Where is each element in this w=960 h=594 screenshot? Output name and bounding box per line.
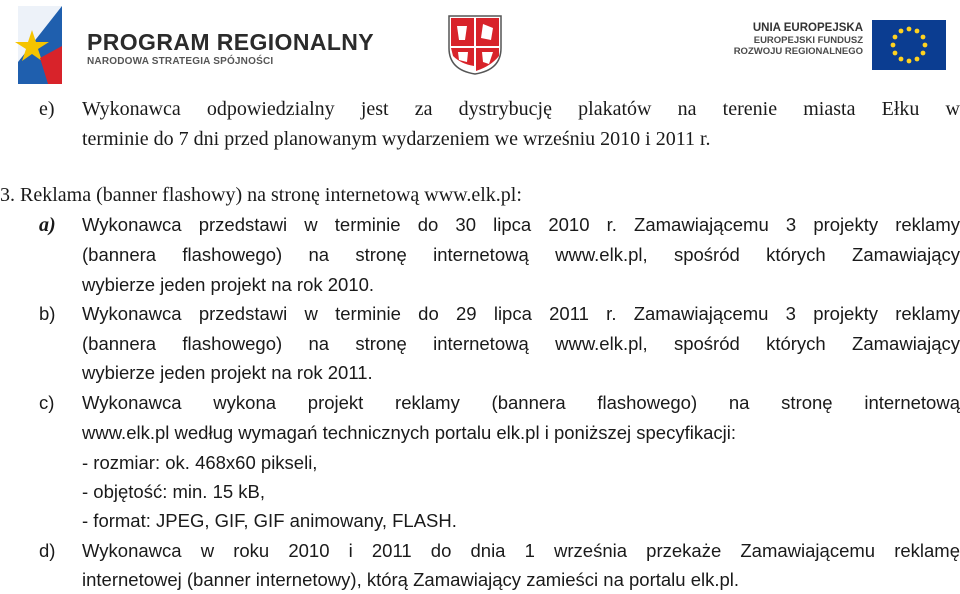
item-c-text-line2: www.elk.pl według wymagań technicznych portalu elk.pl i poniższej specyfikacji: <box>82 422 736 443</box>
item-a-line1 <box>39 212 960 238</box>
eu-fund-name-line1: EUROPEJSKI FUNDUSZ <box>753 35 863 46</box>
eu-union-label: UNIA EUROPEJSKA <box>752 22 863 34</box>
page-header <box>0 0 960 92</box>
spec-size: - rozmiar: ok. 468x60 pikseli, <box>82 452 318 473</box>
section-3-heading: 3. Reklama (banner flashowy) na stronę internetową www.elk.pl: <box>0 184 522 206</box>
item-b-marker: b) <box>39 303 56 324</box>
item-d-marker: d) <box>39 540 56 561</box>
item-e-marker: e) <box>39 98 55 120</box>
item-b-text-line3: wybierze jeden projekt na rok 2011. <box>82 362 373 383</box>
regional-coat-of-arms-icon <box>447 14 503 76</box>
eu-flag-icon <box>872 20 946 70</box>
item-c-marker: c) <box>39 392 55 413</box>
program-regionalny-wordmark <box>87 30 374 67</box>
item-d-text-line2: internetowej (banner internetowy), którą Zamawiający zamieści na portalu elk.pl. <box>82 569 740 590</box>
item-e-text-line1: Wykonawca odpowiedzialny jest za dystrybucję plakatów na terenie miasta Ełku w <box>82 98 960 120</box>
spec-volume: - objętość: min. 15 kB, <box>82 481 266 502</box>
item-e-text-line2: terminie do 7 dni przed planowanym wydarzeniem we wrześniu 2010 i 2011 r. <box>82 128 711 150</box>
item-e-line1 <box>39 96 960 122</box>
program-regionalny-logo-icon <box>12 2 66 88</box>
eu-fund-label <box>734 22 863 57</box>
item-a-text-line3: wybierze jeden projekt na rok 2010. <box>82 274 375 295</box>
item-c-line1 <box>39 390 960 416</box>
item-b-text-line2: (bannera flashowego) na stronę internetową www.elk.pl, spośród których Zamawiający <box>82 333 960 354</box>
item-a-marker: a) <box>39 214 56 236</box>
item-a-text-line2: (bannera flashowego) na stronę internetową www.elk.pl, spośród których Zamawiający <box>82 244 960 265</box>
spec-format: - format: JPEG, GIF, GIF animowany, FLASH. <box>82 510 457 531</box>
item-b-line1 <box>39 301 960 327</box>
program-title: PROGRAM REGIONALNY <box>87 29 375 55</box>
item-d-line1 <box>39 538 960 564</box>
item-c-text-line1: Wykonawca wykona projekt reklamy (bannera flashowego) na stronę internetową <box>82 392 960 413</box>
item-d-text-line1: Wykonawca w roku 2010 i 2011 do dnia 1 września przekaże Zamawiającemu reklamę <box>82 540 960 561</box>
program-subtitle: NARODOWA STRATEGIA SPÓJNOŚCI <box>87 56 274 67</box>
item-b-text-line1: Wykonawca przedstawi w terminie do 29 lipca 2011 r. Zamawiającemu 3 projekty reklamy <box>82 303 960 324</box>
item-a-text-line1: Wykonawca przedstawi w terminie do 30 lipca 2010 r. Zamawiającemu 3 projekty reklamy <box>82 214 960 235</box>
eu-fund-name-line2: ROZWOJU REGIONALNEGO <box>733 46 863 57</box>
